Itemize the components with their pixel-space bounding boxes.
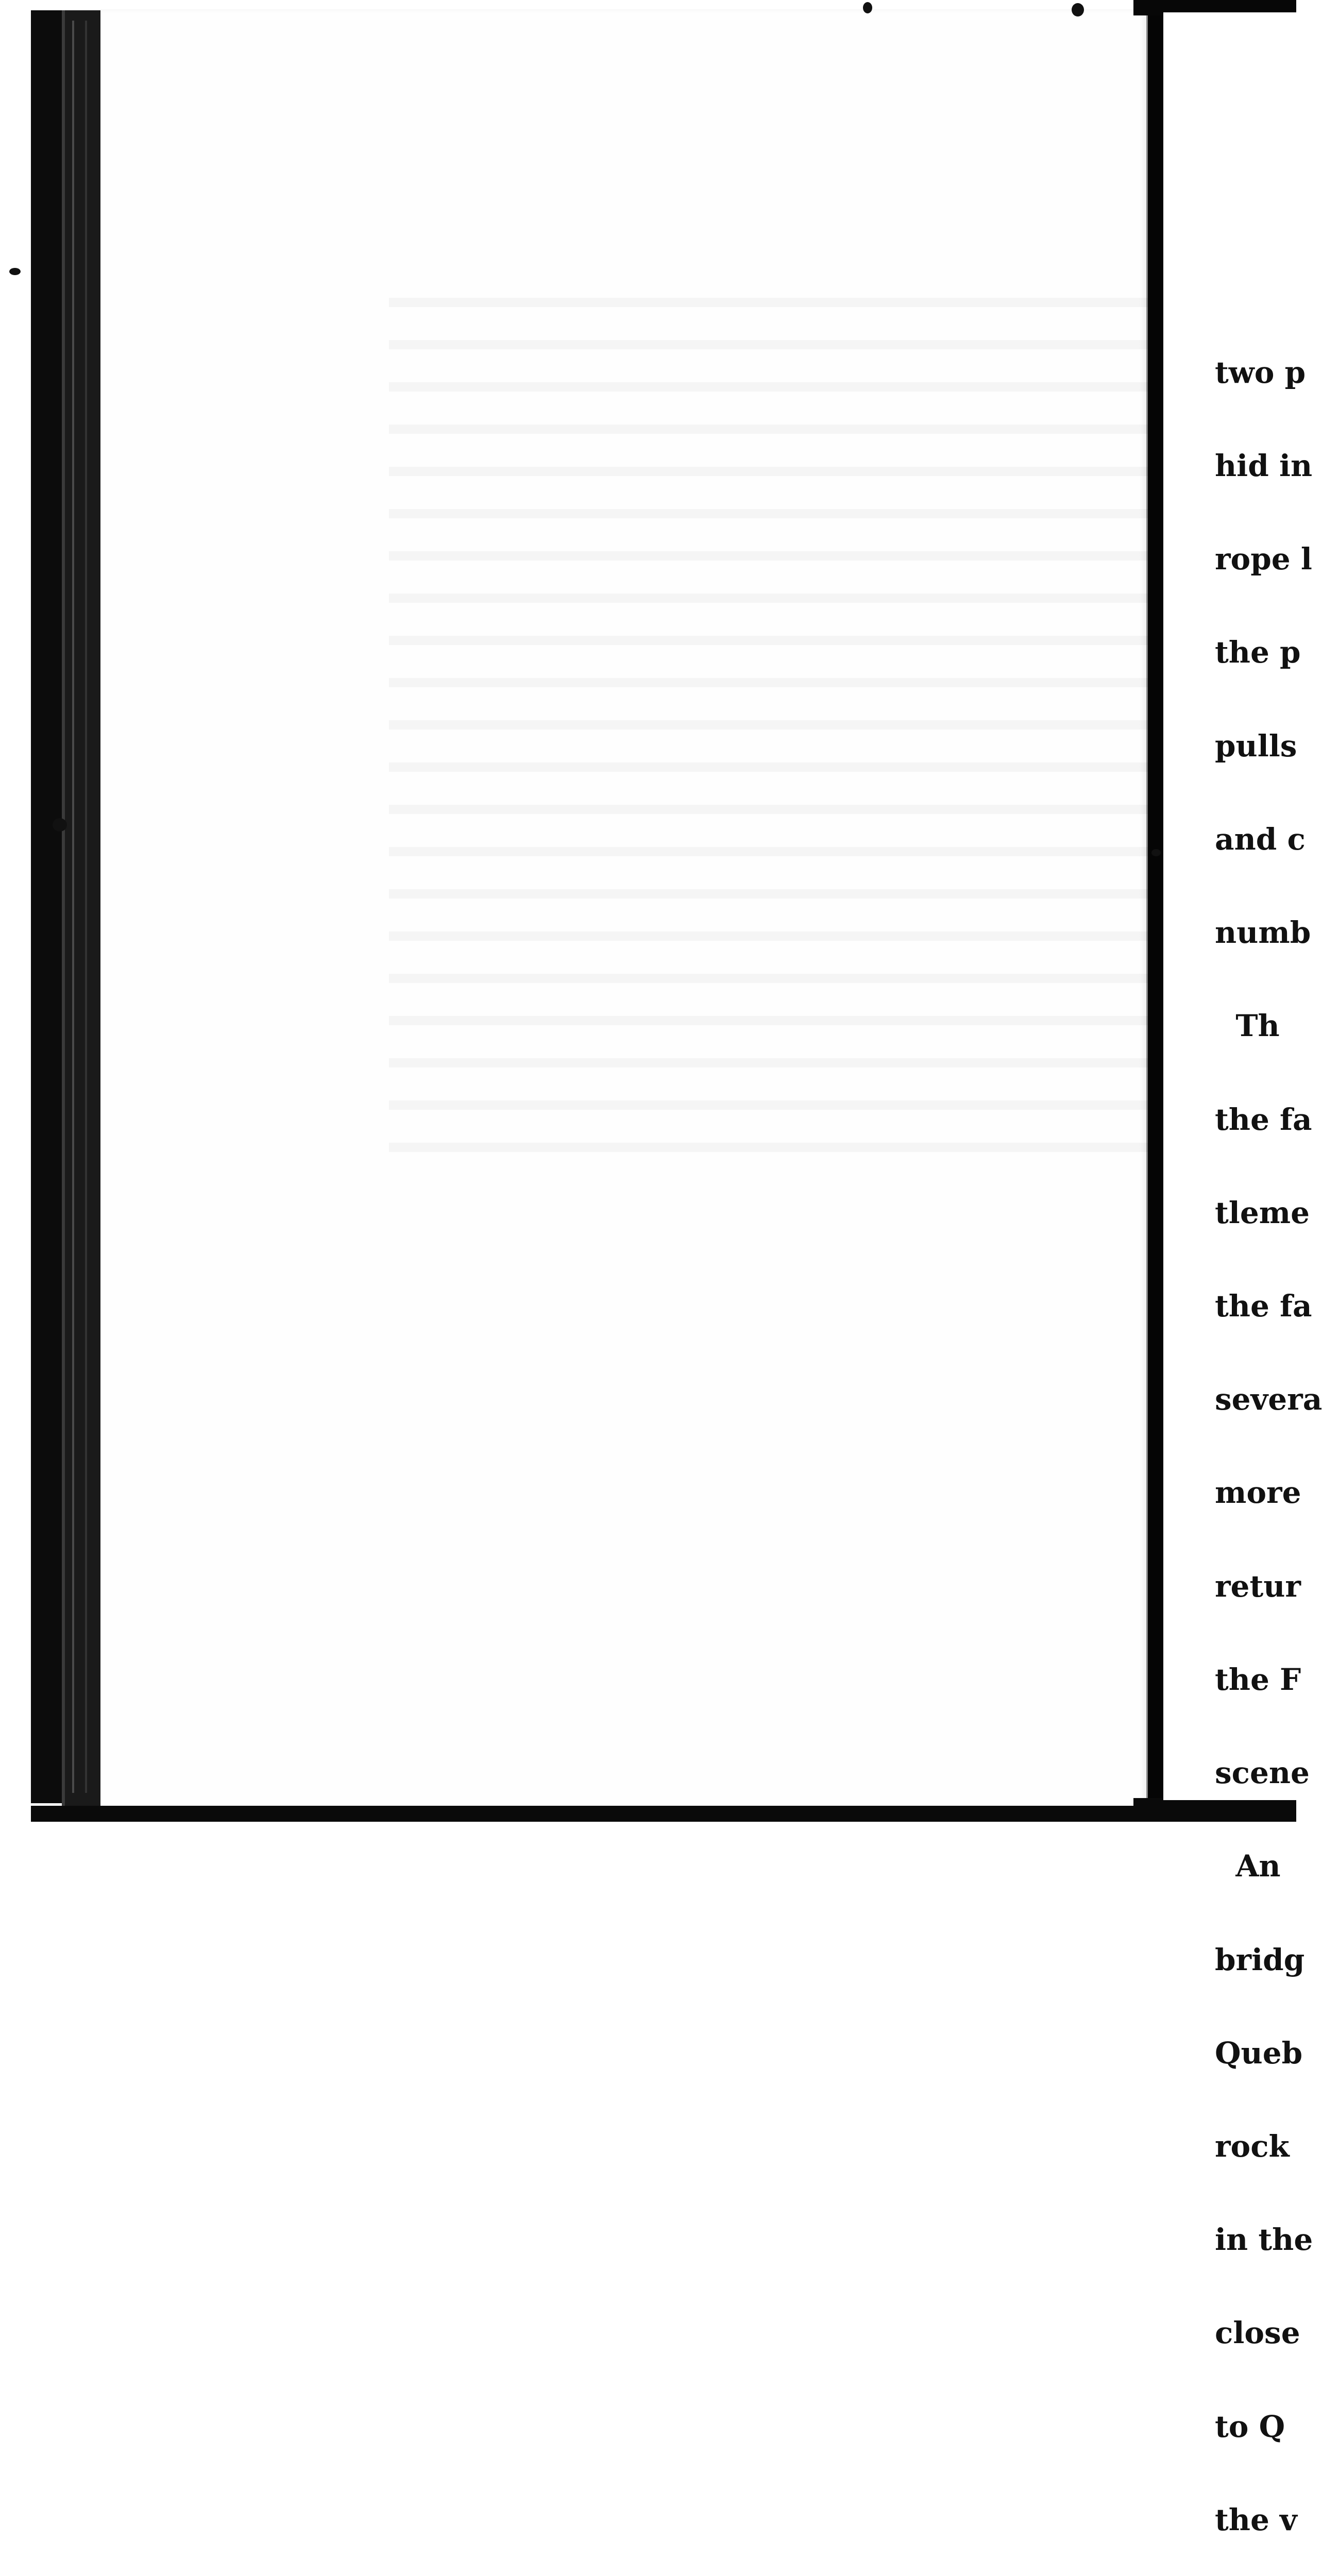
scan-speck	[1072, 3, 1084, 16]
blank-left-page	[100, 9, 1148, 1807]
text-line: tleme	[1215, 1195, 1310, 1230]
text-line: hid in	[1215, 448, 1313, 484]
book-binding-edge	[31, 10, 62, 1803]
text-line: and c	[1215, 821, 1306, 857]
text-line: retur	[1215, 1568, 1301, 1604]
page-stack-edge	[62, 10, 104, 1808]
text-line: Th	[1215, 1008, 1280, 1044]
page-stack-line	[72, 21, 74, 1793]
scan-bottom-border	[31, 1806, 1149, 1822]
text-line: in the	[1215, 2222, 1313, 2258]
text-line: severa	[1215, 1382, 1322, 1417]
text-line: to Q	[1215, 2409, 1285, 2444]
text-line: two p	[1215, 354, 1306, 390]
text-line: the v	[1215, 2502, 1297, 2537]
scan-speck	[1151, 849, 1161, 856]
right-page-text	[1215, 295, 1322, 2576]
page-gutter	[1148, 0, 1163, 1822]
text-line: rope l	[1215, 541, 1312, 577]
text-line: more	[1215, 1475, 1301, 1511]
text-line: close	[1215, 2315, 1300, 2351]
right-page-cropped	[1163, 12, 1322, 2537]
text-line: the F	[1215, 1662, 1301, 1697]
text-line: the fa	[1215, 1101, 1312, 1137]
text-line: the fa	[1215, 1289, 1312, 1324]
text-line: bridg	[1215, 1942, 1305, 1977]
text-line: scene	[1215, 1755, 1310, 1791]
text-line: Queb	[1215, 2035, 1303, 2071]
page-stack-line	[85, 21, 87, 1793]
scan-speck	[863, 2, 872, 13]
show-through-text	[389, 298, 1193, 1174]
text-line: the p	[1215, 635, 1301, 670]
scan-speck	[53, 818, 67, 832]
text-line: An	[1215, 1849, 1281, 1884]
text-line: pulls	[1215, 728, 1297, 764]
text-line: rock	[1215, 2128, 1290, 2164]
scan-speck	[9, 268, 21, 275]
text-line: numb	[1215, 915, 1311, 951]
